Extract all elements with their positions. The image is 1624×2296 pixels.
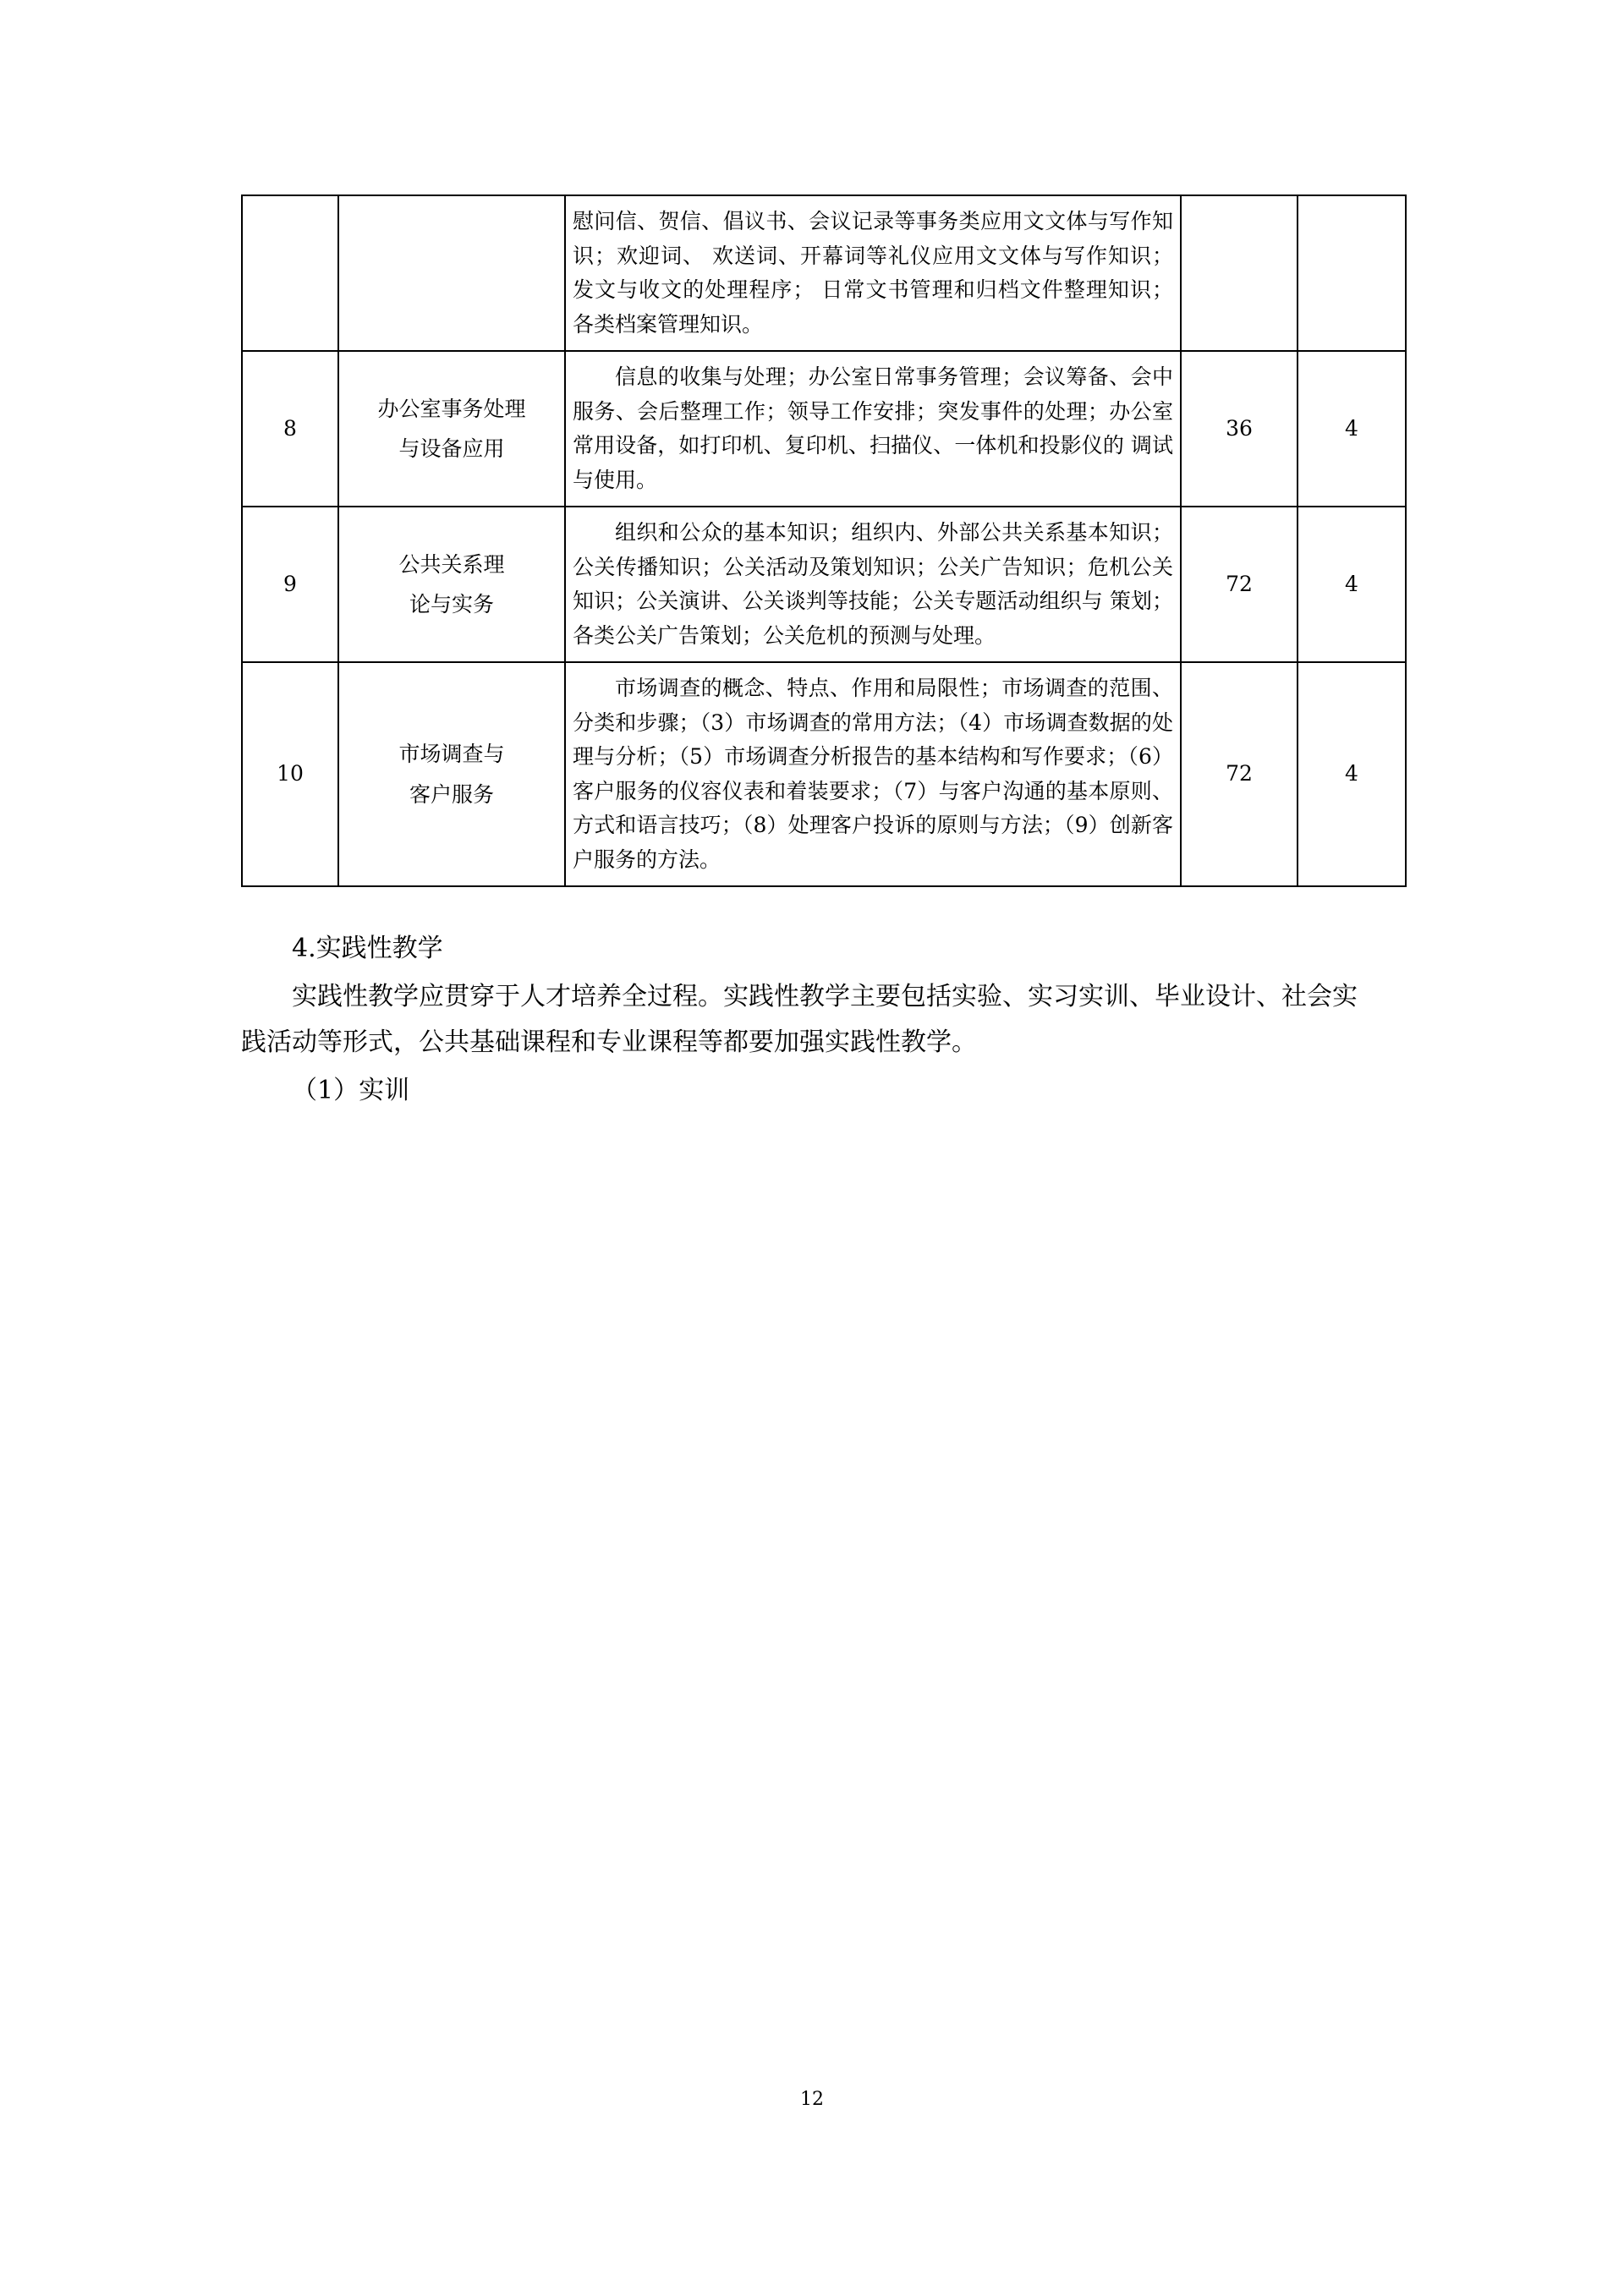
page-number: 12 xyxy=(800,2089,824,2110)
table-row xyxy=(242,351,1406,507)
course-name-line: 市场调查与 xyxy=(398,742,505,766)
description-text: 信息的收集与处理；办公室日常事务管理；会议筹备、会中服务、会后整理工作；领导工作安排；突发事件的处理；办公室常用设备，如打印机、复印机、扫描仪、一体机和投影仪的 调试与使用。 xyxy=(573,364,1173,492)
row-number: 8 xyxy=(242,351,338,507)
course-name-line: 论与实务 xyxy=(409,592,494,616)
row-credits xyxy=(1298,195,1406,351)
section-subitem: （1）实训 xyxy=(292,1076,410,1106)
row-description xyxy=(565,195,1181,351)
row-credits: 4 xyxy=(1298,507,1406,662)
row-number xyxy=(242,195,338,351)
row-hours: 36 xyxy=(1181,351,1298,507)
section-paragraph: 实践性教学应贯穿于人才培养全过程。实践性教学主要包括实验、实习实训、毕业设计、社会实践活动等形式，公共基础课程和专业课程等都要加强实践性教学。 xyxy=(241,982,1358,1057)
course-name-line: 公共关系理 xyxy=(398,551,505,577)
row-hours: 72 xyxy=(1181,662,1298,886)
row-credits: 4 xyxy=(1298,662,1406,886)
row-credits: 4 xyxy=(1298,351,1406,507)
course-table xyxy=(241,195,1407,887)
course-name-line: 与设备应用 xyxy=(398,436,505,461)
row-description xyxy=(565,351,1181,507)
section-heading: 4.实践性教学 xyxy=(292,934,443,963)
row-hours: 72 xyxy=(1181,507,1298,662)
body-section xyxy=(241,926,1374,1114)
description-text: 市场调查的概念、特点、作用和局限性；市场调查的范围、分类和步骤；（3）市场调查的常用方法；（4）市场调查数据的处理与分析；（5）市场调查分析报告的基本结构和写作要求；（6）客户服务的仪容仪表和着装要求；（7）与客户沟通的基本原则、方式和语言技巧；（8）处理客户投诉的原则与方法；（9）创新客户服务的方法。 xyxy=(573,676,1173,872)
row-course-name xyxy=(338,195,565,351)
course-name-line: 客户服务 xyxy=(409,781,494,807)
row-description xyxy=(565,662,1181,886)
description-text: 组织和公众的基本知识；组织内、外部公共关系基本知识；公关传播知识；公关活动及策划知识；公关广告知识；危机公关知识；公关演讲、公关谈判等技能；公关专题活动组织与 策划；各类公关广告策划；公关危机的预测与处理。 xyxy=(573,520,1173,648)
row-course-name xyxy=(338,351,565,507)
row-number: 10 xyxy=(242,662,338,886)
row-course-name xyxy=(338,662,565,886)
description-text: 慰问信、贺信、倡议书、会议记录等事务类应用文文体与写作知识；欢迎词、 欢送词、开幕词等礼仪应用文文体与写作知识； 发文与收文的处理程序； 日常文书管理和归档文件整理知识； 各类档案管理知识。 xyxy=(573,209,1173,337)
row-hours xyxy=(1181,195,1298,351)
row-number: 9 xyxy=(242,507,338,662)
table-row xyxy=(242,507,1406,662)
table-row xyxy=(242,195,1406,351)
row-course-name xyxy=(338,507,565,662)
course-name-line: 办公室事务处理 xyxy=(377,396,526,421)
page-content xyxy=(241,195,1374,1117)
row-description xyxy=(565,507,1181,662)
table-row xyxy=(242,662,1406,886)
